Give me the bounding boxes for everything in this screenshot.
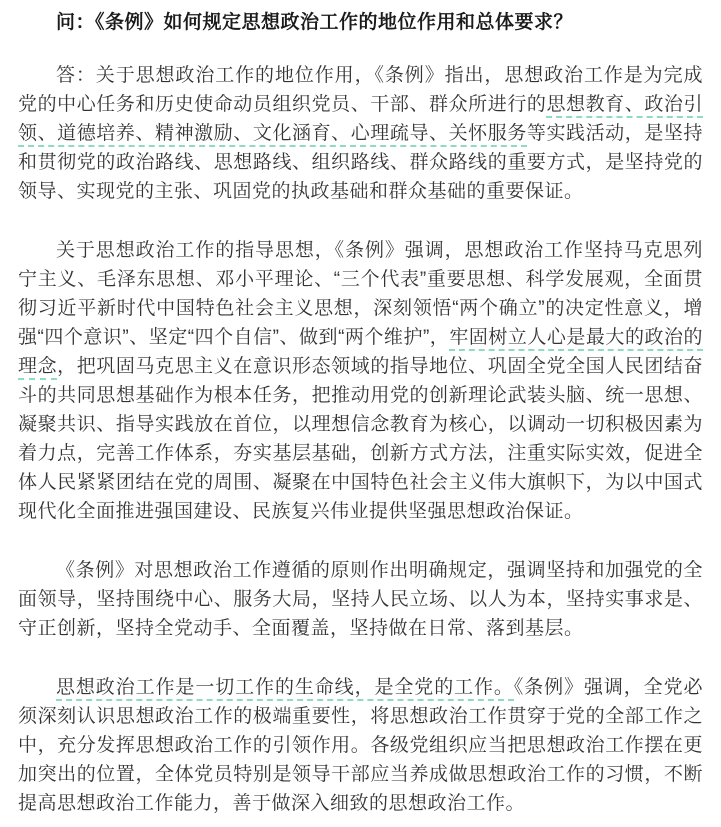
paragraph (18, 556, 703, 643)
spellcheck-underlined-phrase: 思想教育、政治引领、道德培养、精神激励、文化涵育、心理疏导、关怀服务 (18, 94, 703, 147)
text-run: 《条例》对思想政治工作遵循的原则作出明确规定，强调坚持和加强党的全面领导，坚持围绕中心、服务大局，坚持人民立场、以人为本，坚持实事求是、守正创新，坚持全党动手、全面覆盖，坚持做在日常、落到基层。 (18, 560, 703, 639)
paragraph (18, 236, 703, 526)
spellcheck-underlined-phrase: 思想政治工作是一切工作的生命线，是全党的工作。 (56, 677, 514, 701)
answer-body (18, 61, 703, 818)
paragraph (18, 673, 703, 818)
paragraph (18, 61, 703, 206)
text-run: 答：关于思想政治工作的地位作用，《条例》指出，思想政治工作是为完成党的中心任务和历史使命动员组织党员、干部、群众所进行的 (18, 65, 703, 115)
text-run: 《条例》强调，全党必须深刻认识思想政治工作的极端重要性，将思想政治工作贯穿于党的全部工作之中，充分发挥思想政治工作的引领作用。各级党组织应当把思想政治工作摆在更加突出的位置，全体党员特别是领导干部应当养成做思想政治工作的习惯，不断提高思想政治工作能力，善于做深入细致的思想政治工作。 (18, 677, 703, 814)
text-run: ，把巩固马克思主义在意识形态领域的指导地位、巩固全党全国人民团结奋斗的共同思想基础作为根本任务，把推动用党的创新理论武装头脑、统一思想、凝聚共识、指导实践放在首位，以理想信念教育为核心，以调动一切积极因素为着力点，完善工作体系，夯实基层基础，创新方式方法，注重实际实效，促进全体人民紧紧团结在党的周围、凝聚在中国特色社会主义伟大旗帜下，为以中国式现代化全面推进强国建设、民族复兴伟业提供坚强思想政治保证。 (18, 356, 703, 522)
text-run: 等实践活动，是坚持和贯彻党的政治路线、思想路线、组织路线、群众路线的重要方式，是坚持党的领导、实现党的主张、巩固党的执政基础和群众基础的重要保证。 (18, 123, 703, 202)
spellcheck-underlined-phrase: 牢固树立人心是最大的政治的理念 (18, 327, 703, 380)
question-heading: 问：《条例》如何规定思想政治工作的地位作用和总体要求？ (56, 12, 574, 33)
text-run: 关于思想政治工作的指导思想，《条例》强调，思想政治工作坚持马克思列宁主义、毛泽东思想、邓小平理论、“三个代表”重要思想、科学发展观，全面贯彻习近平新时代中国特色社会主义思想，深刻领悟“两个确立”的决定性意义，增强“四个意识”、坚定“四个自信”、做到“两个维护”， (18, 240, 703, 348)
